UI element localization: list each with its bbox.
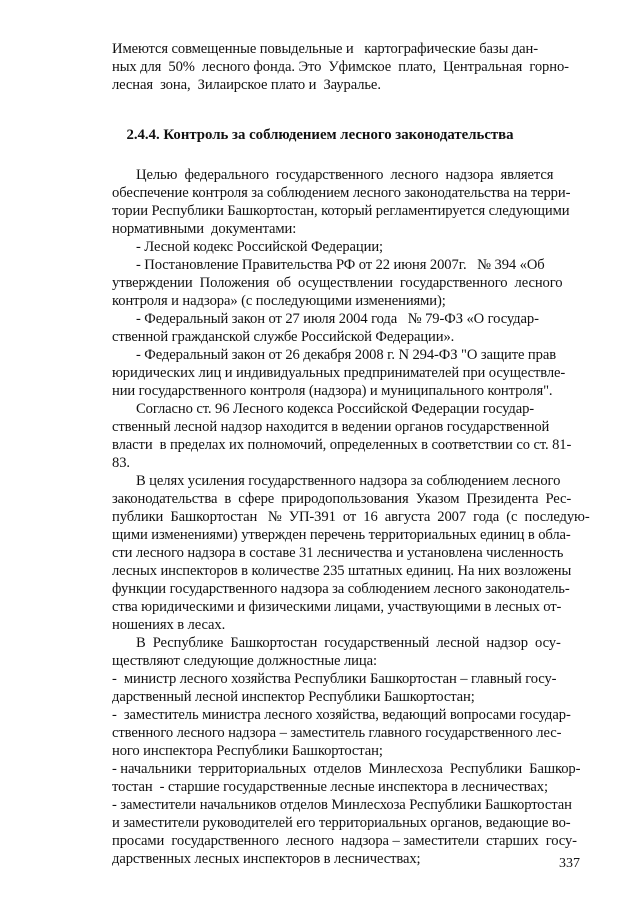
text-line: функции государственного надзора за соблюдением лесного законодатель- (112, 581, 570, 597)
text-line: - министр лесного хозяйства Республики Башкортостан – главный госу- (112, 671, 557, 687)
text-line: законодательства в сфере природопользования Указом Президента Рес- (112, 491, 572, 507)
text-line: обеспечение контроля за соблюдением лесного законодательства на терри- (112, 185, 571, 201)
section-heading: 2.4.4. Контроль за соблюдением лесного законодательства (126, 127, 514, 143)
text-line: ственной гражданской службе Российской Федерации». (112, 329, 455, 345)
text-line: В целях усиления государственного надзора за соблюдением лесного (136, 473, 561, 489)
text-line: публики Башкортостан № УП-391 от 16 августа 2007 года (с последую- (112, 509, 590, 525)
text-line: дарственный лесной инспектор Республики Башкортостан; (112, 689, 475, 705)
text-line: нии государственного контроля (надзора) и муниципального контроля". (112, 383, 553, 399)
text-line: - Лесной кодекс Российской Федерации; (136, 239, 384, 255)
text-line: - заместитель министра лесного хозяйства, ведающий вопросами государ- (112, 707, 571, 723)
text-line: утверждении Положения об осуществлении государственного лесного (112, 275, 563, 291)
text-line: ношениях в лесах. (112, 617, 226, 633)
text-line: власти в пределах их полномочий, определенных в соответствии со ст. 81- (112, 437, 572, 453)
text-line: лесная зона, Зилаирское плато и Зауралье. (112, 77, 381, 93)
text-line: - заместители начальников отделов Минлесхоза Республики Башкортостан (112, 797, 572, 813)
text-line: сти лесного надзора в составе 31 лесничества и установлена численность (112, 545, 564, 561)
text-line: ственного лесного надзора – заместитель главного государственного лес- (112, 725, 562, 741)
text-line: - Федеральный закон от 27 июля 2004 года № 79-ФЗ «О государ- (136, 311, 539, 327)
text-line: - Постановление Правительства РФ от 22 июня 2007г. № 394 «Об (136, 257, 545, 273)
text-line: тостан - старшие государственные лесные инспектора в лесничествах; (112, 779, 548, 795)
text-line: юридических лиц и индивидуальных предпринимателей при осуществле- (112, 365, 566, 381)
text-line: Согласно ст. 96 Лесного кодекса Российской Федерации государ- (136, 401, 535, 417)
text-line: Целью федерального государственного лесного надзора является (136, 167, 554, 183)
text-line: дарственных лесных инспекторов в лесничествах; (112, 851, 421, 867)
text-line: - Федеральный закон от 26 декабря 2008 г. N 294-ФЗ "О защите прав (136, 347, 557, 363)
text-line: и заместители руководителей его территориальных органов, ведающие во- (112, 815, 571, 831)
text-line: Имеются совмещенные повыдельные и картографические базы дан- (112, 41, 539, 57)
text-line: нормативными документами: (112, 221, 297, 237)
text-line: ных для 50% лесного фонда. Это Уфимское плато, Центральная горно- (112, 59, 569, 75)
page-number: 337 (559, 856, 580, 871)
text-line: просами государственного лесного надзора – заместители старших госу- (112, 833, 577, 849)
text-line: ществляют следующие должностные лица: (112, 653, 377, 669)
text-line: ственный лесной надзор находится в ведении органов государственной (112, 419, 550, 435)
text-line: ства юридическими и физическими лицами, участвующими в лесных от- (112, 599, 562, 615)
text-line: тории Республики Башкортостан, который регламентируется следующими (112, 203, 570, 219)
text-line: щими изменениями) утвержден перечень территориальных единиц в обла- (112, 527, 571, 543)
text-line: контроля и надзора» (с последующими изменениями); (112, 293, 446, 309)
text-line: лесных инспекторов в количестве 235 штатных единиц. На них возложены (112, 563, 572, 579)
text-line: ного инспектора Республики Башкортостан; (112, 743, 383, 759)
text-line: - начальники территориальных отделов Минлесхоза Республики Башкор- (112, 761, 581, 777)
text-line: В Республике Башкортостан государственный лесной надзор осу- (136, 635, 561, 651)
text-line: 83. (112, 455, 130, 471)
